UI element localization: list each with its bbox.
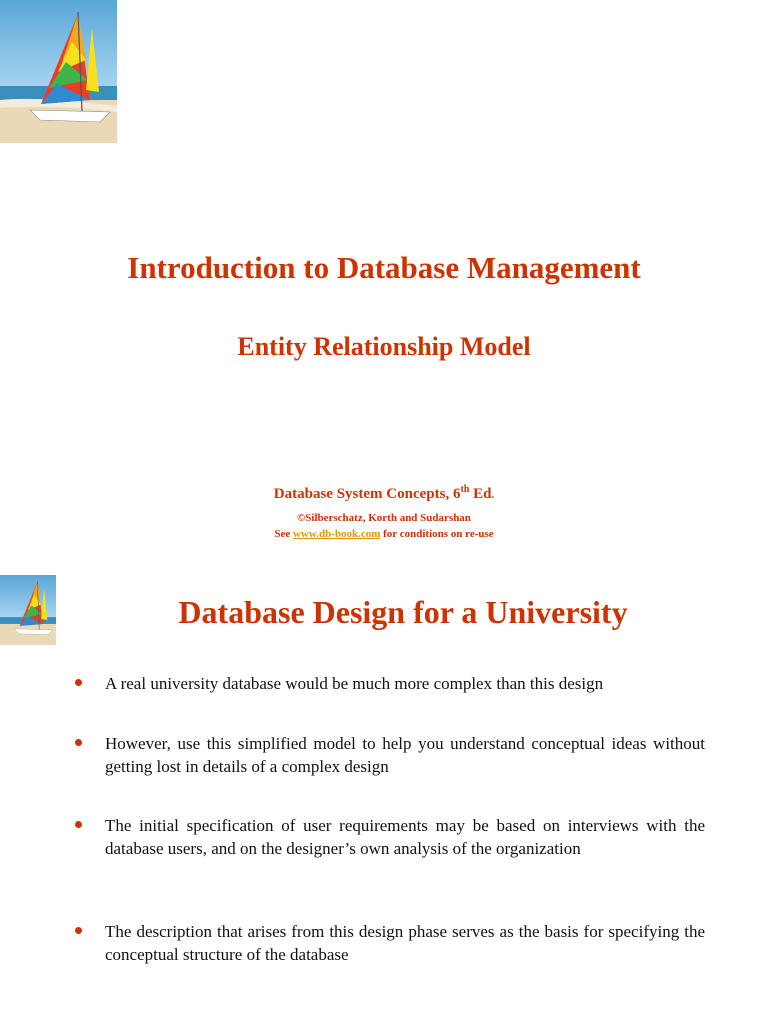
edition-superscript: th [460,484,470,495]
presentation-subtitle: Entity Relationship Model [237,332,531,361]
db-book-link[interactable]: www.db-book.com [292,528,381,540]
bullet-text: However, use this simplified model to help you understand conceptual ideas without getting lost in details of a complex design [105,734,705,776]
see-prefix: See [274,528,293,540]
bullet-text: A real university database would be much more complex than this design [105,674,604,693]
bullet-dot-icon [75,927,82,934]
slide-university-design [0,572,768,1024]
book-reference [0,484,768,503]
edition-period: . [491,489,495,501]
bullet-text: The initial specification of user requirements may be based on interviews with the database users, and on the designer’s own analysis of the organization [105,816,705,858]
slide-heading: Database Design for a University [178,594,628,630]
reuse-notice [0,528,768,540]
presentation-title: Introduction to Database Management [127,250,641,285]
bullet-dot-icon [75,679,82,686]
book-title-text: Database System Concepts, 6 [273,486,461,502]
copyright-line: ©Silberschatz, Korth and Sudarshan [297,512,471,524]
bullet-text: The description that arises from this design phase serves as the basis for specifying the conceptual structure of the database [105,922,705,964]
sailboat-icon [0,0,117,143]
see-suffix: for conditions on re-use [380,528,494,540]
bullet-dot-icon [75,739,82,746]
edition-suffix: Ed [469,486,492,502]
bullet-dot-icon [75,821,82,828]
